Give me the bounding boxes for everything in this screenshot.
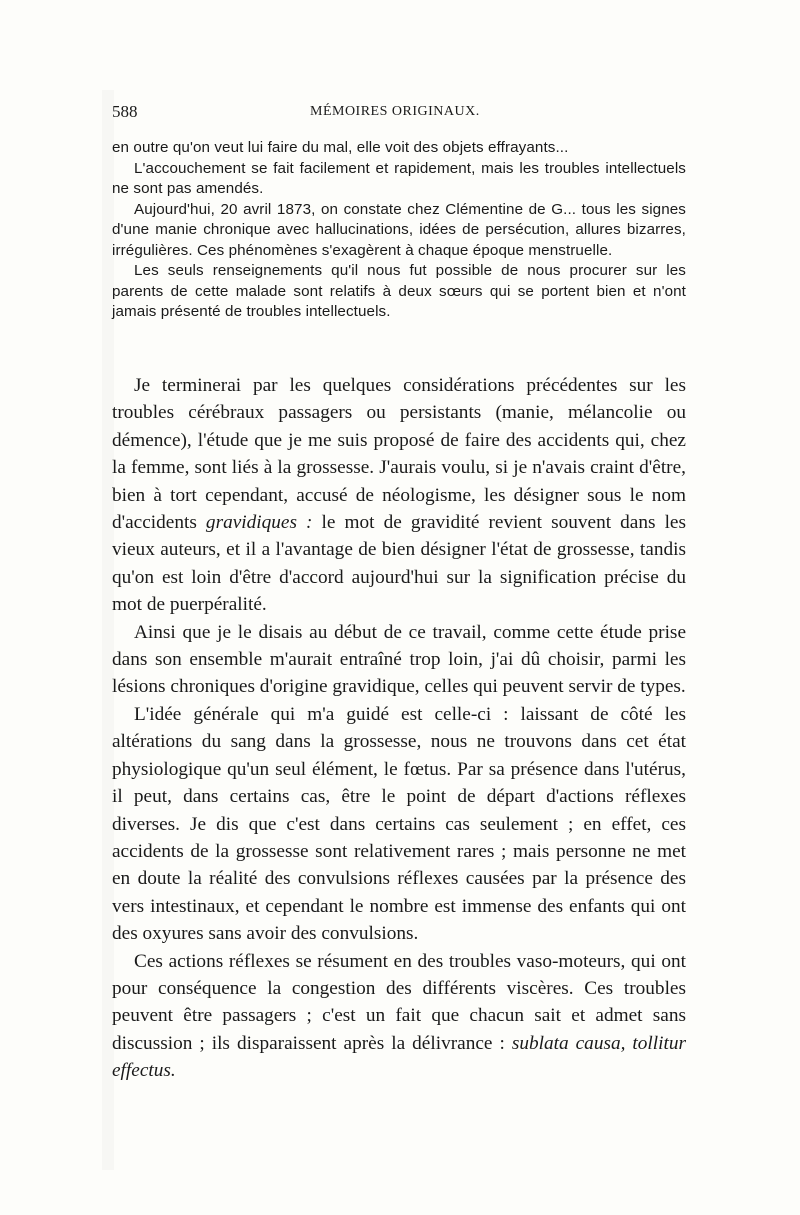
body-paragraph: Ainsi que je le disais au début de ce travail, comme cette étude prise dans son ensemble m'aurait entraîné trop loin, j'ai dû choisir, parmi les lésions chroniques d'origine gravidique, celles qui peuvent servir de types. xyxy=(112,621,686,698)
main-text xyxy=(112,372,686,1085)
body-paragraph: L'idée générale qui m'a guidé est celle-ci : laissant de côté les altérations du sang dans la grossesse, nous ne trouvons dans cet état physiologique qu'un seul élément, le fœtus. Par sa présence dans l'utérus, il peut, dans certains cas, être le point de départ d'actions réflexes diverses. Je dis que c'est dans certains cas seulement ; en effet, ces accidents de la grossesse sont relativement rares ; mais personne ne met en doute la réalité des convulsions réflexes causées par la présence des vers intestinaux, et cependant le nombre est immense des enfants qui ont des oxyures sans avoir des convulsions. xyxy=(112,703,686,945)
case-paragraph: L'accouchement se fait facilement et rapidement, mais les troubles intellectuels ne sont pas amendés. xyxy=(112,159,686,197)
body-text: Ces actions réflexes se résument en des troubles vaso-moteurs, qui ont pour conséquence la congestion des différents viscères. Ces troubles peuvent être passagers ; c'est un fait que chacun sait et admet sans discussion ; ils disparaissent après la délivrance : xyxy=(112,950,686,1054)
case-paragraph: Aujourd'hui, 20 avril 1873, on constate chez Clémentine de G... tous les signes d'une manie chronique avec hallucinations, idées de persécution, allures bizarres, irrégulières. Ces phénomènes s'exagèrent à chaque époque menstruelle. xyxy=(112,200,686,259)
case-report-text xyxy=(112,138,686,323)
case-paragraph: en outre qu'on veut lui faire du mal, elle voit des objets effrayants... xyxy=(112,139,569,156)
body-paragraph xyxy=(112,948,686,1085)
page-number: 588 xyxy=(112,102,138,121)
italic-term: gravidiques : xyxy=(205,512,313,534)
body-text: le mot de gravidité revient souvent dans les vieux auteurs, et il a l'avantage de bien désigner l'état de grossesse, tandis qu'on est loin d'être d'accord aujourd'hui sur la signification précise du mot de puerpéralité. xyxy=(112,512,686,616)
body-paragraph xyxy=(112,372,686,619)
page-header xyxy=(110,102,690,126)
latin-quote: sublata causa, tollitur effectus. xyxy=(112,1032,686,1082)
body-text: Je terminerai par les quelques considérations précédentes sur les troubles cérébraux passagers ou persistants (manie, mélancolie ou démence), l'étude que je me suis proposé de faire des accidents qui, chez la femme, sont liés à la grossesse. J'aurais voulu, si je n'avais craint d'être, bien à tort cependant, accusé de néologisme, les désigner sous le nom d'accidents xyxy=(112,375,686,534)
running-title: MÉMOIRES ORIGINAUX. xyxy=(310,104,480,119)
case-paragraph: Les seuls renseignements qu'il nous fut possible de nous procurer sur les parents de cette malade sont relatifs à deux sœurs qui se portent bien et n'ont jamais présenté de troubles intellectuels. xyxy=(112,262,686,320)
